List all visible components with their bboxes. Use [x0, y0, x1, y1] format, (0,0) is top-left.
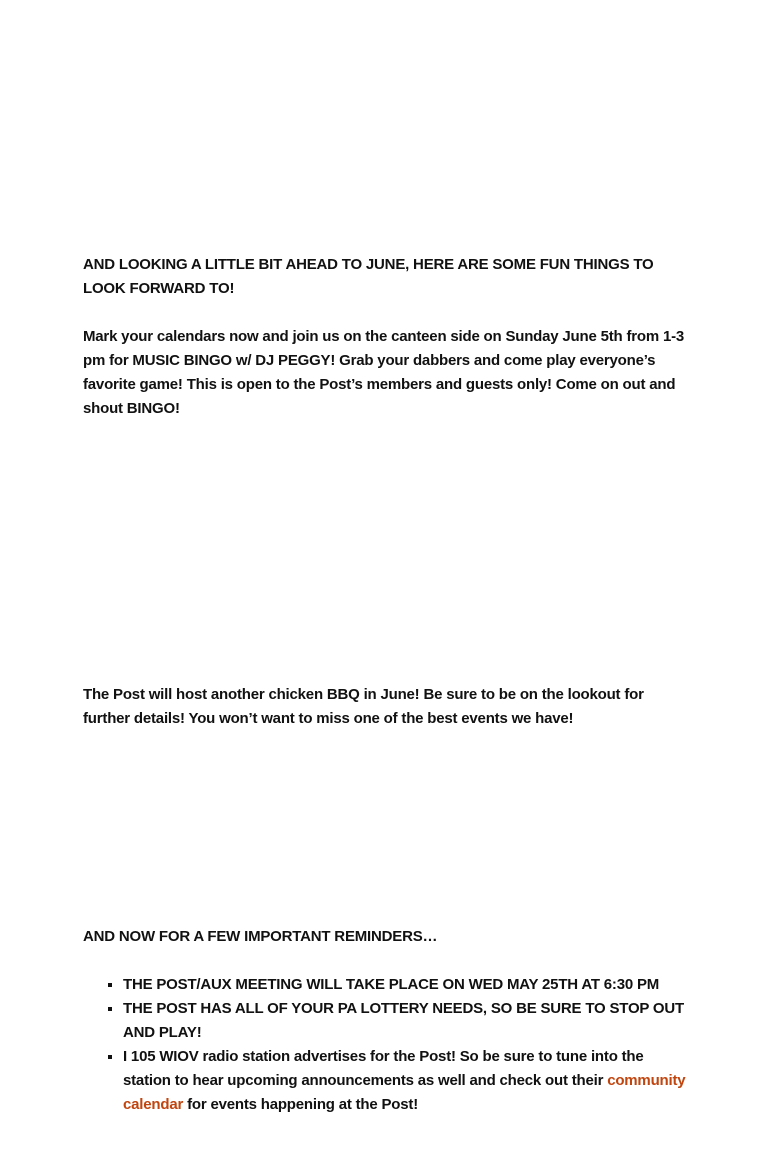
reminder-lottery-text: THE POST HAS ALL OF YOUR PA LOTTERY NEEDS, SO BE SURE TO STOP OUT AND PLAY!: [123, 1000, 684, 1041]
reminder-meeting-text: THE POST/AUX MEETING WILL TAKE PLACE ON WED MAY 25TH AT 6:30 PM: [123, 976, 660, 993]
list-item: [123, 997, 689, 1045]
reminders-list: [83, 973, 689, 1117]
community-calendar-link[interactable]: community calendar: [123, 1072, 686, 1113]
music-bingo-paragraph: Mark your calendars now and join us on the canteen side on Sunday June 5th from 1-3 pm for MUSIC BINGO w/ DJ PEGGY! Grab your dabbers and come play everyone’s favorite game! This is open to the Post’s members and guests only! Come on out and shout BINGO!: [83, 328, 685, 417]
article-body: [83, 253, 689, 1117]
list-item: [123, 1045, 689, 1117]
june-preview-heading: AND LOOKING A LITTLE BIT AHEAD TO JUNE, HERE ARE SOME FUN THINGS TO LOOK FORWARD TO!: [83, 256, 654, 297]
reminders-heading: AND NOW FOR A FEW IMPORTANT REMINDERS…: [83, 928, 438, 945]
chicken-bbq-paragraph: The Post will host another chicken BBQ in June! Be sure to be on the lookout for further details! You won’t want to miss one of the best events we have!: [83, 686, 644, 727]
list-item: [123, 973, 689, 997]
reminder-radio-text-end: for events happening at the Post!: [183, 1096, 419, 1113]
reminder-radio-text: I 105 WIOV radio station advertises for the Post! So be sure to tune into the station to hear upcoming announcements as well and check out their: [123, 1048, 644, 1089]
